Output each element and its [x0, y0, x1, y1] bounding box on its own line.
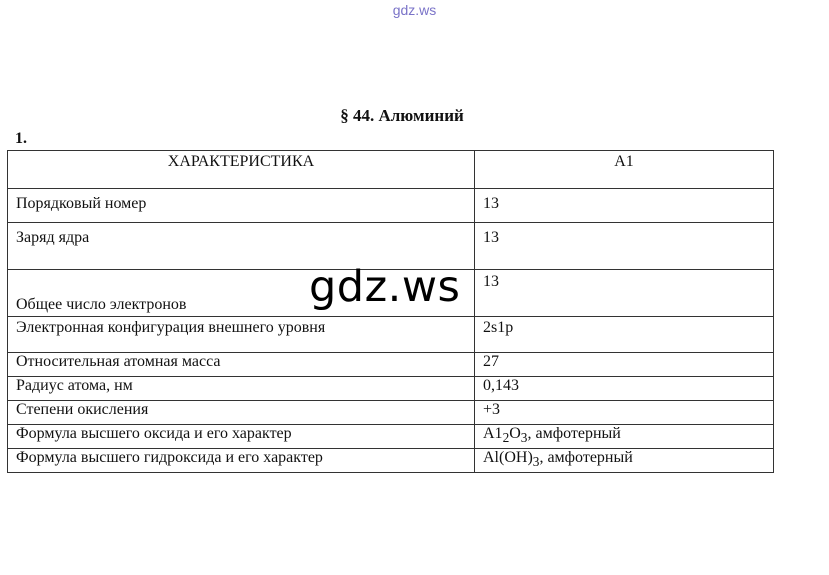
row-value: 13 [475, 189, 774, 223]
row-label: Заряд ядра [8, 223, 475, 270]
row-label: Порядковый номер [8, 189, 475, 223]
row-label: Формула высшего оксида и его характер [8, 425, 475, 449]
row-label: Общее число электронов [8, 270, 475, 317]
table-row [8, 377, 774, 401]
section-title: § 44. Алюминий [340, 106, 464, 125]
table-row [8, 189, 774, 223]
row-label: Относительная атомная масса [8, 353, 475, 377]
row-value: 13 [475, 223, 774, 270]
table-row [8, 353, 774, 377]
row-value: 2s1p [475, 317, 774, 353]
header-characteristic: ХАРАКТЕРИСТИКА [8, 151, 475, 189]
table-row [8, 401, 774, 425]
row-label: Радиус атома, нм [8, 377, 475, 401]
table-row [8, 317, 774, 353]
row-value: 0,143 [475, 377, 774, 401]
table-row [8, 425, 774, 449]
task-number: 1. [15, 130, 27, 147]
row-value-oxide: $А1_2О_3$, амфотерный [475, 425, 774, 449]
row-label: Электронная конфигурация внешнего уровня [8, 317, 475, 353]
table-row [8, 449, 774, 473]
table-header-row [8, 151, 774, 189]
row-value: 27 [475, 353, 774, 377]
row-value-hydroxide: $Al(OH)_3$, амфотерный [475, 449, 774, 473]
watermark: gdz.ws [309, 262, 461, 312]
row-value: 13 [475, 270, 774, 317]
site-link[interactable]: gdz.ws [392, 2, 437, 18]
header-element: А1 [475, 151, 774, 189]
row-label: Формула высшего гидроксида и его характер [8, 449, 475, 473]
row-label: Степени окисления [8, 401, 475, 425]
row-value: +3 [475, 401, 774, 425]
